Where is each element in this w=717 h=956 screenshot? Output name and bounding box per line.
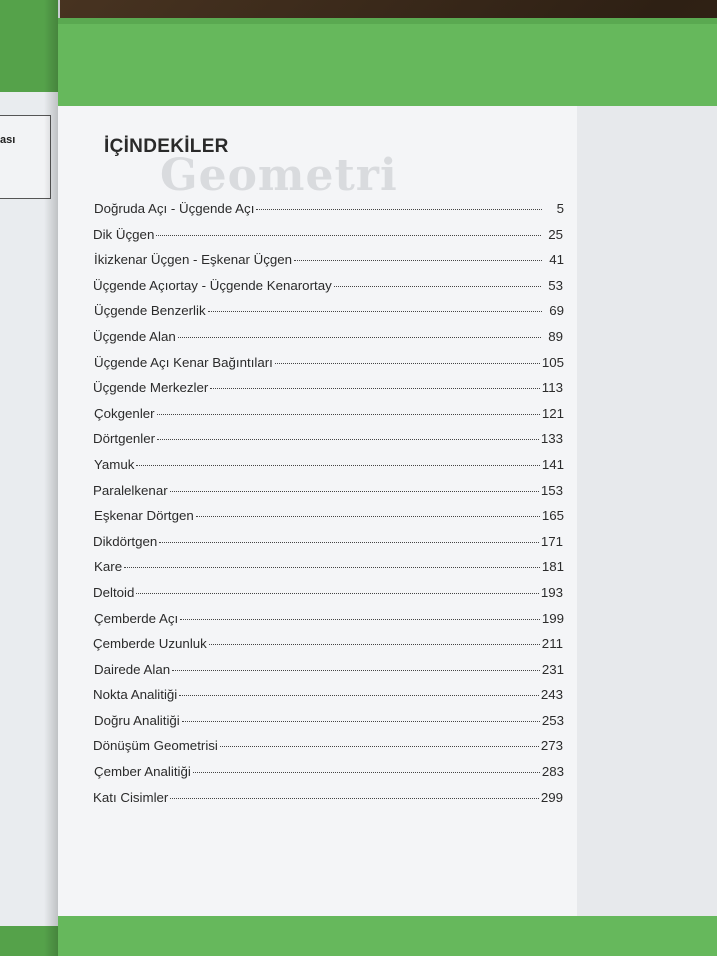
toc-entry: [94, 252, 564, 278]
toc-dot-leader: [208, 311, 542, 312]
toc-dot-leader: [196, 516, 540, 517]
toc-dot-leader: [159, 542, 539, 543]
toc-dot-leader: [182, 721, 540, 722]
toc-entry-title: Üçgende Merkezler: [93, 380, 209, 396]
toc-page-number: 53: [548, 277, 563, 293]
toc-page-number: 211: [541, 636, 563, 652]
toc-page-number: 105: [541, 354, 564, 370]
toc-entry-title: Doğruda Açı - Üçgende Açı: [94, 201, 255, 216]
toc-entry: [94, 764, 564, 790]
toc-entry: [93, 585, 563, 611]
toc-dot-leader: [193, 772, 540, 773]
toc-entry: [94, 611, 564, 637]
toc-dot-leader: [209, 644, 540, 645]
toc-entry-title: Dörtgenler: [93, 431, 156, 447]
toc-entry: [94, 713, 564, 739]
toc-page-number: 165: [541, 508, 564, 524]
toc-dot-leader: [256, 209, 542, 210]
toc-page-number: 171: [540, 533, 563, 549]
toc-entry-title: Üçgende Alan: [93, 328, 176, 344]
toc-entry: [94, 662, 564, 688]
toc-entry-title: Kare: [94, 559, 123, 575]
toc-entry: [93, 380, 563, 406]
toc-entry-title: Üçgende Benzerlik: [94, 303, 206, 319]
left-page: [0, 0, 60, 956]
toc-entry: [93, 278, 563, 304]
toc-entry-title: Üçgende Açı Kenar Bağıntıları: [94, 354, 273, 370]
toc-page-number: 273: [540, 738, 563, 754]
toc-page-number: 121: [541, 405, 564, 421]
toc-entry-title: Dairede Alan: [94, 661, 171, 677]
toc-page-number: 41: [549, 252, 564, 268]
toc-dot-leader: [170, 491, 539, 492]
toc-entry: [93, 790, 563, 816]
toc-entry-title: Çemberde Uzunluk: [93, 636, 207, 652]
toc-page-number: 181: [541, 559, 564, 575]
toc-dot-leader: [220, 746, 539, 747]
toc-entry-title: Çember Analitiği: [94, 764, 191, 780]
page-top-edge: [58, 18, 717, 24]
toc-entry-title: Paralelkenar: [93, 482, 168, 498]
toc-page-number: 113: [541, 380, 563, 396]
toc-entry-title: Dik Üçgen: [93, 226, 155, 242]
toc-page-number: 141: [541, 456, 564, 472]
toc-dot-leader: [156, 235, 541, 236]
toc-entry: [93, 534, 563, 560]
toc-entry-title: İkizkenar Üçgen - Eşkenar Üçgen: [94, 252, 293, 268]
toc-page-number: 299: [540, 789, 563, 805]
toc-dot-leader: [136, 465, 539, 466]
toc-page-number: 231: [541, 661, 564, 677]
toc-entry-title: Deltoid: [93, 584, 135, 600]
toc-dot-leader: [179, 695, 539, 696]
toc-entry-title: Nokta Analitiği: [93, 687, 178, 703]
faint-watermark-title: Geometri: [160, 150, 398, 201]
table-of-contents: [93, 201, 563, 815]
toc-entry: [94, 201, 564, 227]
left-page-fragment-text: ası: [0, 134, 16, 146]
toc-entry: [94, 508, 564, 534]
toc-entry-title: Eşkenar Dörtgen: [94, 508, 194, 524]
toc-entry: [93, 227, 563, 253]
toc-page-number: 283: [541, 764, 564, 780]
page-gutter-shadow: [44, 0, 58, 956]
toc-entry-title: Çemberde Açı: [94, 610, 179, 626]
toc-dot-leader: [294, 260, 542, 261]
toc-entry: [93, 636, 563, 662]
toc-entry-title: Katı Cisimler: [93, 789, 169, 805]
toc-entry-title: Doğru Analitiği: [94, 712, 180, 728]
toc-page-number: 193: [540, 584, 563, 600]
toc-dot-leader: [170, 798, 538, 799]
toc-entry-title: Dönüşüm Geometrisi: [93, 738, 218, 754]
toc-entry: [93, 738, 563, 764]
toc-dot-leader: [275, 363, 540, 364]
toc-dot-leader: [180, 619, 540, 620]
toc-dot-leader: [136, 593, 538, 594]
toc-dot-leader: [124, 567, 540, 568]
toc-page-number: 199: [541, 610, 564, 626]
toc-entry: [94, 303, 564, 329]
toc-dot-leader: [157, 414, 540, 415]
toc-page-number: 89: [548, 328, 563, 344]
toc-page-number: 253: [541, 712, 564, 728]
toc-entry: [94, 406, 564, 432]
toc-entry-title: Yamuk: [94, 456, 135, 472]
page-right-shaded-margin: [577, 106, 717, 916]
toc-dot-leader: [178, 337, 541, 338]
toc-dot-leader: [172, 670, 540, 671]
toc-entry: [93, 329, 563, 355]
toc-entry: [93, 483, 563, 509]
toc-page-number: 25: [548, 226, 563, 242]
toc-entry: [94, 559, 564, 585]
toc-entry: [93, 687, 563, 713]
toc-entry-title: Çokgenler: [94, 405, 155, 421]
toc-page-number: 243: [540, 687, 563, 703]
toc-dot-leader: [157, 439, 539, 440]
toc-page-number: 69: [549, 303, 564, 319]
toc-entry: [94, 457, 564, 483]
toc-dot-leader: [210, 388, 540, 389]
toc-page-number: 5: [556, 201, 564, 216]
toc-entry-title: Üçgende Açıortay - Üçgende Kenarortay: [93, 277, 332, 293]
toc-page-number: 153: [540, 482, 563, 498]
toc-page-number: 133: [540, 431, 563, 447]
toc-dot-leader: [334, 286, 541, 287]
page-title: İÇİNDEKİLER: [104, 136, 229, 157]
toc-entry-title: Dikdörtgen: [93, 533, 158, 549]
toc-entry: [94, 355, 564, 381]
toc-entry: [93, 431, 563, 457]
